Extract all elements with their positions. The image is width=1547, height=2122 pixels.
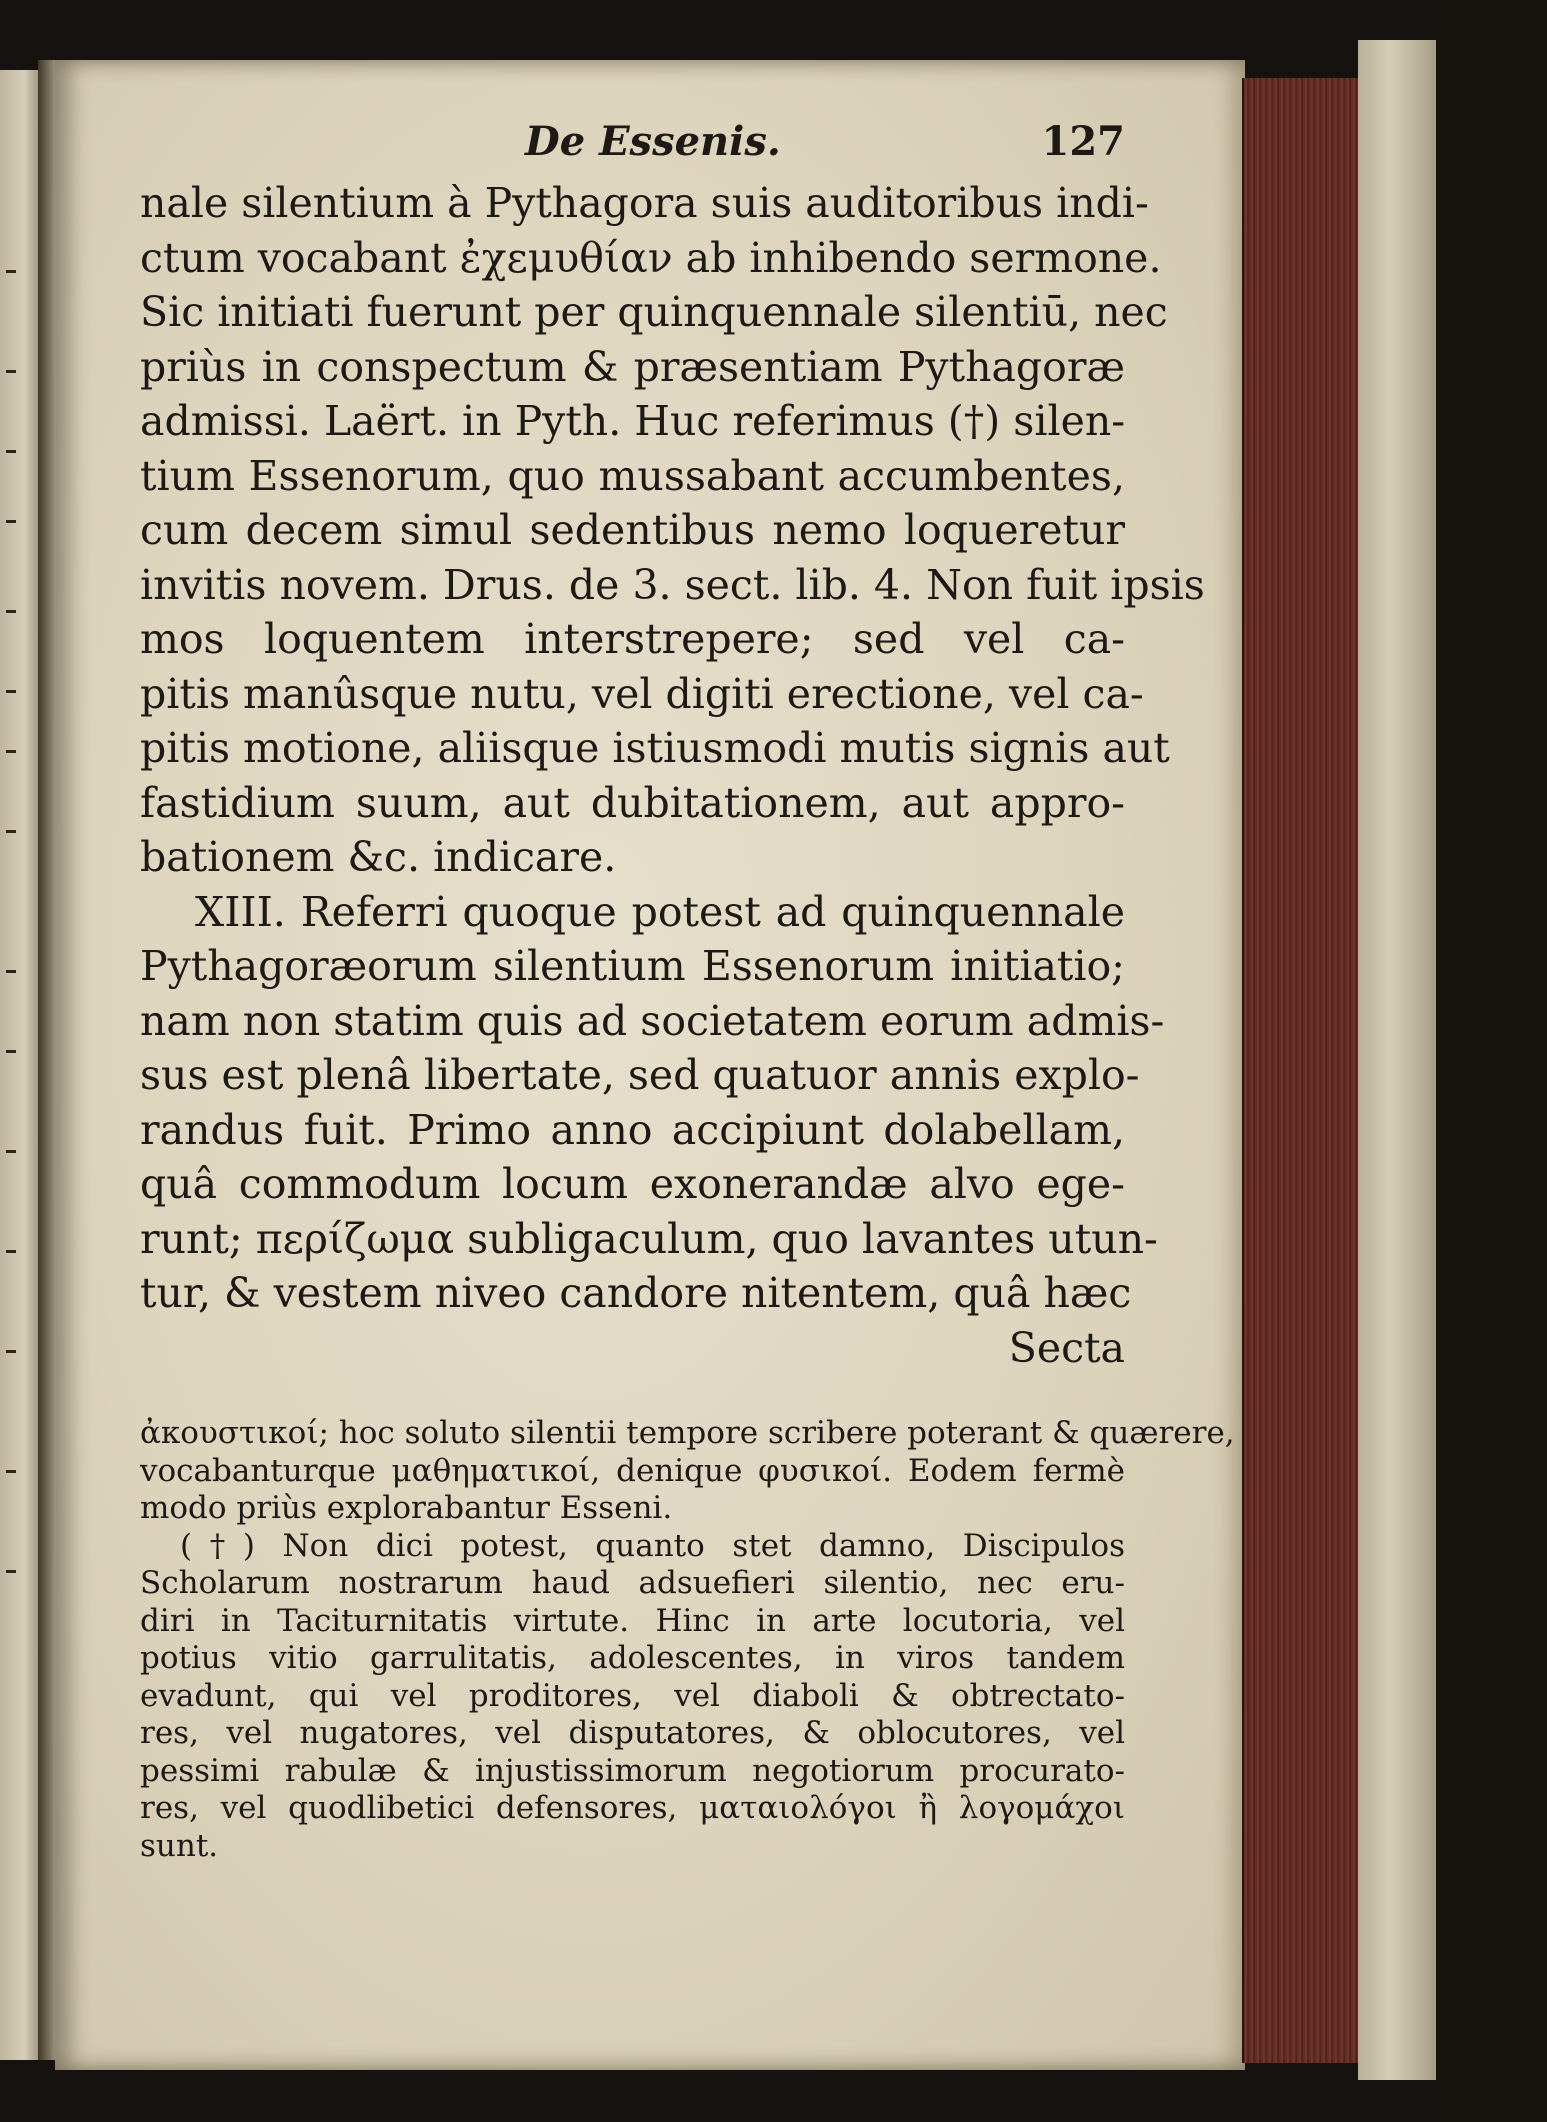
catchword: Secta <box>1008 1323 1125 1372</box>
footnote-line: Scholarum nostrarum haud adsuefieri silentio, nec eru- <box>140 1565 1125 1601</box>
footnote-line: vocabanturque μαθηματικοί, denique φυσικοί. Eodem fermè <box>140 1452 1125 1489</box>
footnote-line: (†) Non dici potest, quanto stet damno, Discipulos <box>180 1527 1125 1564</box>
body-line: ctum vocabant ἐχεμυθίαν ab inhibendo sermone. <box>140 233 1162 282</box>
footnote-line: res, vel nugatores, vel disputatores, & oblocutores, vel <box>140 1715 1125 1751</box>
text-block <box>140 118 1235 1865</box>
body-line: priùs in conspectum & præsentiam Pythagoræ <box>140 342 1125 391</box>
body-line: pitis motione, aliisque istiusmodi mutis signis aut <box>140 724 1170 772</box>
body-line: quâ commodum locum exonerandæ alvo ege- <box>140 1160 1125 1208</box>
body-line: bationem &c. indicare. <box>140 833 617 881</box>
body-line: runt; περίζωμα subligaculum, quo lavantes utun- <box>140 1214 1158 1263</box>
footnote-line: pessimi rabulæ & injustissimorum negotiorum procurato- <box>140 1752 1125 1789</box>
body-line: admissi. Laërt. in Pyth. Huc referimus (†) silen- <box>140 397 1126 445</box>
footnote-line: sunt. <box>140 1827 219 1864</box>
page-block-edge <box>1242 78 1364 2063</box>
body-line: randus fuit. Primo anno accipiunt dolabellam, <box>140 1105 1125 1154</box>
body-line: fastidium suum, aut dubitationem, aut appro- <box>140 778 1125 827</box>
body-line: nam non statim quis ad societatem eorum admis- <box>140 996 1165 1045</box>
body-line: tur, & vestem niveo candore nitentem, quâ hæc <box>140 1269 1132 1317</box>
body-line: Sic initiati fuerunt per quinquennale silentiū, nec <box>140 288 1168 336</box>
footnote-line: diri in Taciturnitatis virtute. Hinc in arte locutoria, vel <box>140 1602 1125 1639</box>
footnote-line: potius vitio garrulitatis, adolescentes, in viros tandem <box>140 1640 1125 1676</box>
section-start-line: XIII. Referri quoque potest ad quinquennale <box>195 887 1125 936</box>
facing-page-show-through <box>6 270 26 1670</box>
footnote-line: evadunt, qui vel proditores, vel diaboli & obtrectato- <box>140 1677 1125 1714</box>
page-number: 127 <box>1041 118 1125 165</box>
page-header <box>140 118 1125 176</box>
main-text <box>140 176 1205 1375</box>
body-line: cum decem simul sedentibus nemo loqueretur <box>140 506 1125 554</box>
body-line: mos loquentem interstrepere; sed vel ca- <box>140 615 1125 663</box>
footnote-line: ἀκουστικοί; hoc soluto silentii tempore scribere poterant & quærere, <box>140 1415 1235 1451</box>
body-line: invitis novem. Drus. de 3. sect. lib. 4. Non fuit ipsis <box>140 560 1205 609</box>
background <box>1436 0 1547 2122</box>
footnote-line: res, vel quodlibetici defensores, ματαιολόγοι ἢ λογομάχοι <box>140 1790 1125 1826</box>
running-head: De Essenis. <box>525 118 781 165</box>
body-line: Pythagoræorum silentium Essenorum initiatio; <box>140 942 1125 990</box>
footnote-line: modo priùs explorabantur Esseni. <box>140 1490 673 1526</box>
facing-page-edge <box>0 70 40 2060</box>
book-cover <box>1358 40 1438 2080</box>
body-line: pitis manûsque nutu, vel digiti erectione, vel ca- <box>140 669 1144 718</box>
body-line: nale silentium à Pythagora suis auditoribus indi- <box>140 179 1149 227</box>
body-line: tium Essenorum, quo mussabant accumbentes, <box>140 451 1125 500</box>
footnotes <box>140 1415 1235 1865</box>
body-line: sus est plenâ libertate, sed quatuor annis explo- <box>140 1051 1140 1099</box>
